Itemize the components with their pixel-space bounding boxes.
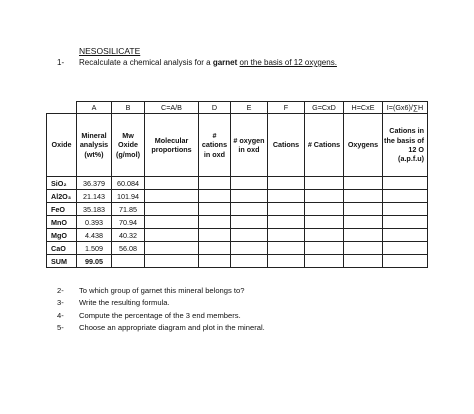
empty-cell [305,216,344,229]
empty-cell [231,203,268,216]
mw-cell: 71.85 [112,203,145,216]
column-header: Mw Oxide (g/mol) [112,114,145,177]
empty-cell [199,242,231,255]
empty-cell [145,242,199,255]
question-number: 3- [57,298,64,308]
empty-cell [231,255,268,268]
empty-cell [344,229,383,242]
wt-cell: 4.438 [77,229,112,242]
table-row [47,177,428,190]
empty-cell [268,229,305,242]
oxide-cell: Al2O₃ [47,190,77,203]
empty-cell [383,216,428,229]
empty-cell [199,216,231,229]
empty-cell [383,255,428,268]
question-text: To which group of garnet this mineral belongs to? [79,286,245,295]
question-list [57,285,265,335]
table-row [47,190,428,203]
empty-cell [383,190,428,203]
empty-cell [383,229,428,242]
column-letter: H=CxE [344,102,383,114]
wt-cell: 21.143 [77,190,112,203]
empty-cell [305,229,344,242]
sum-wt-cell: 99.05 [77,255,112,268]
empty-cell [199,177,231,190]
empty-cell [145,177,199,190]
task-1 [57,58,337,67]
column-letter-row [47,102,428,114]
empty-cell [344,255,383,268]
empty-cell [305,242,344,255]
empty-cell [268,177,305,190]
column-header: Mineral analysis (wt%) [77,114,112,177]
oxide-cell: SiO₂ [47,177,77,190]
empty-cell [305,203,344,216]
column-letter: D [199,102,231,114]
empty-cell [231,177,268,190]
empty-cell [305,255,344,268]
empty-cell [268,216,305,229]
column-header: Oxide [47,114,77,177]
empty-cell [231,190,268,203]
oxide-cell: FeO [47,203,77,216]
empty-cell [231,229,268,242]
page-heading: NESOSILICATE [79,46,141,56]
question-text: Choose an appropriate diagram and plot in the mineral. [79,323,265,333]
column-header: Cations in the basis of 12 O (a.p.f.u) [383,114,428,177]
wt-cell: 36.379 [77,177,112,190]
empty-cell [268,203,305,216]
empty-cell [305,177,344,190]
wt-cell: 0.393 [77,216,112,229]
empty-cell [268,255,305,268]
empty-cell [145,255,199,268]
empty-cell [344,242,383,255]
empty-cell [344,203,383,216]
empty-cell [268,242,305,255]
empty-cell [145,203,199,216]
column-letter: A [77,102,112,114]
column-header-row [47,114,428,177]
empty-cell [344,190,383,203]
empty-cell [305,190,344,203]
garnet-analysis-table [46,101,428,268]
table-row [47,229,428,242]
wt-cell: 35.183 [77,203,112,216]
corner-cell [47,102,77,114]
oxide-cell: CaO [47,242,77,255]
question-text: Compute the percentage of the 3 end members. [79,310,241,320]
oxide-cell: MnO [47,216,77,229]
column-header: Molecular proportions [145,114,199,177]
column-header: Cations [268,114,305,177]
empty-cell [145,216,199,229]
question-text: Write the resulting formula. [79,298,170,308]
question-item [57,285,265,297]
question-number: 2- [57,286,64,295]
empty-cell [268,190,305,203]
task-1-text: Recalculate a chemical analysis for a [79,58,213,67]
empty-cell [199,190,231,203]
column-letter: E [231,102,268,114]
table-row [47,216,428,229]
empty-cell [231,216,268,229]
empty-cell [199,255,231,268]
table-row [47,203,428,216]
column-header: Oxygens [344,114,383,177]
mw-cell: 40.32 [112,229,145,242]
empty-cell [112,255,145,268]
empty-cell [231,242,268,255]
column-letter: I=(Gx6)/∑H [383,102,428,114]
question-number: 4- [57,310,64,320]
column-header: # oxygen in oxd [231,114,268,177]
empty-cell [199,203,231,216]
question-item [57,322,265,334]
empty-cell [199,229,231,242]
question-item [57,310,265,322]
column-letter: B [112,102,145,114]
wt-cell: 1.509 [77,242,112,255]
column-header: # cations in oxd [199,114,231,177]
empty-cell [145,229,199,242]
question-item [57,297,265,309]
empty-cell [383,242,428,255]
mw-cell: 56.08 [112,242,145,255]
column-letter: F [268,102,305,114]
task-1-number: 1- [57,58,65,67]
empty-cell [383,203,428,216]
sum-label: SUM [47,255,77,268]
column-letter: C=A/B [145,102,199,114]
task-1-mineral: garnet [212,58,238,67]
empty-cell [145,190,199,203]
mw-cell: 70.94 [112,216,145,229]
empty-cell [383,177,428,190]
column-header: # Cations [305,114,344,177]
task-1-basis: on the basis of 12 oxygens. [239,58,337,67]
mw-cell: 60.084 [112,177,145,190]
column-letter: G=CxD [305,102,344,114]
question-number: 5- [57,323,64,333]
empty-cell [344,177,383,190]
sum-row [47,255,428,268]
mw-cell: 101.94 [112,190,145,203]
table-row [47,242,428,255]
oxide-cell: MgO [47,229,77,242]
empty-cell [344,216,383,229]
